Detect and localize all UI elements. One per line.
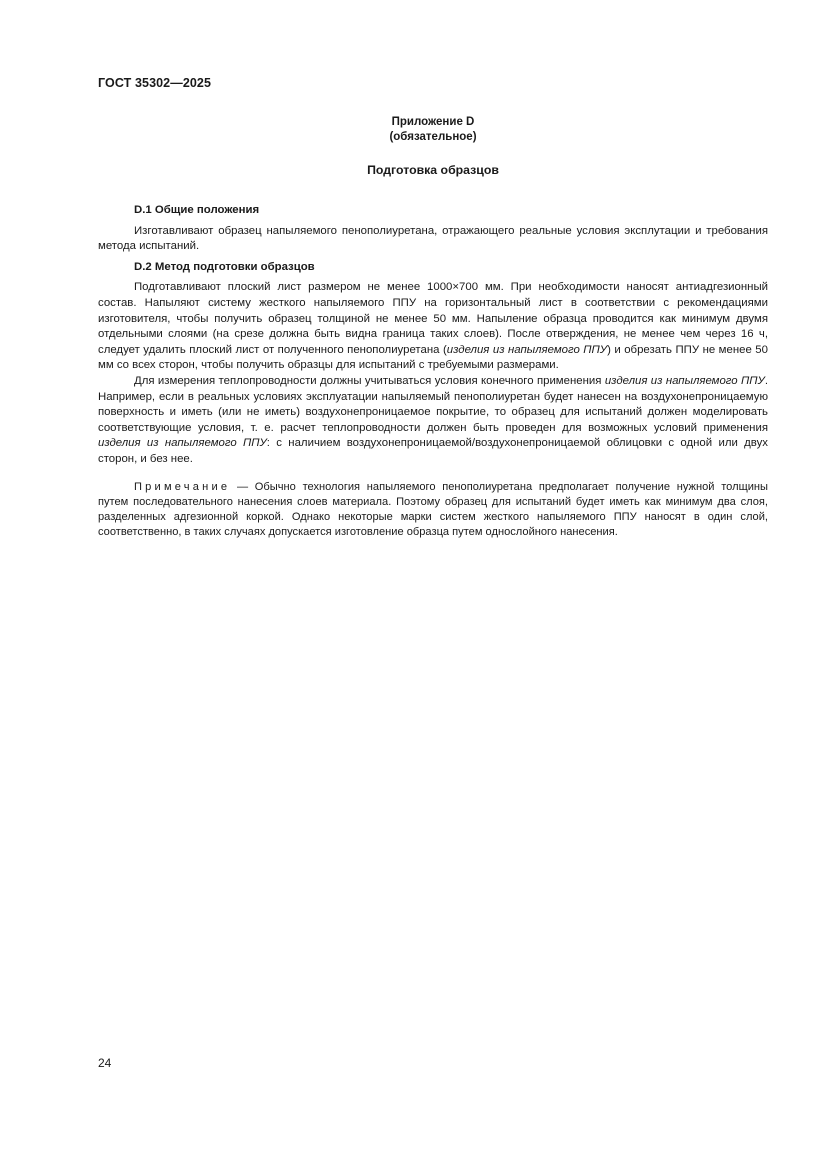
note-text: — Обычно технология напыляемого пенополиуретана предполагает получение нужной толщины путем последовательного нанесения слоев материала. Поэтому образец для испытаний будет иметь как минимум два слоя, разделенных адгезионной коркой. Однако некоторые марки систем жесткого напыляемого ППУ наносят в один слой, соответственно, в таких случаях допускается изготовление образца путем однослойного нанесения. bbox=[98, 480, 768, 539]
italic-term: изделия из напыляемого ППУ bbox=[98, 437, 267, 450]
note-label: Примечание bbox=[134, 480, 231, 493]
section-d2-paragraph-1: Подготавливают плоский лист размером не менее 1000×700 мм. При необходимости наносят антиадгезионный состав. Напыляют систему жесткого напыляемого ППУ на горизонтальный лист в соответствии с рекомендациями изготовителя, чтобы получить образец толщиной не менее 50 мм. Напыление образца проводится как минимум двумя отдельными слоями (на срезе должна быть видна граница таких слоев). После отверждения, не менее чем через 16 ч, следует удалить плоский лист от полученного пенополиуретана (изделия из напыляемого ППУ) и обрезать ППУ не менее 50 мм со всех сторон, чтобы получить образцы для испытаний с требуемыми размерами. bbox=[98, 281, 768, 372]
italic-term: изделия из напыляемого ППУ bbox=[604, 374, 765, 387]
section-title: Подготовка образцов bbox=[367, 163, 499, 177]
section-d1-heading: D.1 Общие положения bbox=[134, 204, 260, 216]
section-d2-heading: D.2 Метод подготовки образцов bbox=[134, 260, 315, 273]
section-d2-paragraph-2: Для измерения теплопроводности должны учитываться условия конечного применения изделия из напыляемого ППУ. Например, если в реальных условиях эксплуатации напыляемый пенополиуретан будет нанесен на воздухонепроницаемую поверхность и иметь (или не иметь) воздухонепроницаемое покрытие, то образец для испытаний должен моделировать соответствующие условия, т. е. расчет теплопроводности должен быть проведен для возможных условий применения изделия из напыляемого ППУ: с наличием воздухонепроницаемой/воздухонепроницаемой облицовки с одной или двух сторон, и без нее. bbox=[98, 374, 768, 465]
section-d1-text: Изготавливают образец напыляемого пенополиуретана, отражающего реальные условия эксплутации и требования метода испытаний. bbox=[98, 224, 768, 253]
italic-term: изделия из напыляемого ППУ bbox=[446, 343, 608, 356]
standard-code: ГОСТ 35302—2025 bbox=[98, 76, 212, 90]
appendix-title: Приложение D bbox=[391, 116, 475, 128]
page-number: 24 bbox=[98, 1056, 112, 1070]
document-body bbox=[98, 203, 768, 540]
note-paragraph bbox=[98, 480, 768, 541]
appendix-status: (обязательное) bbox=[389, 131, 477, 143]
